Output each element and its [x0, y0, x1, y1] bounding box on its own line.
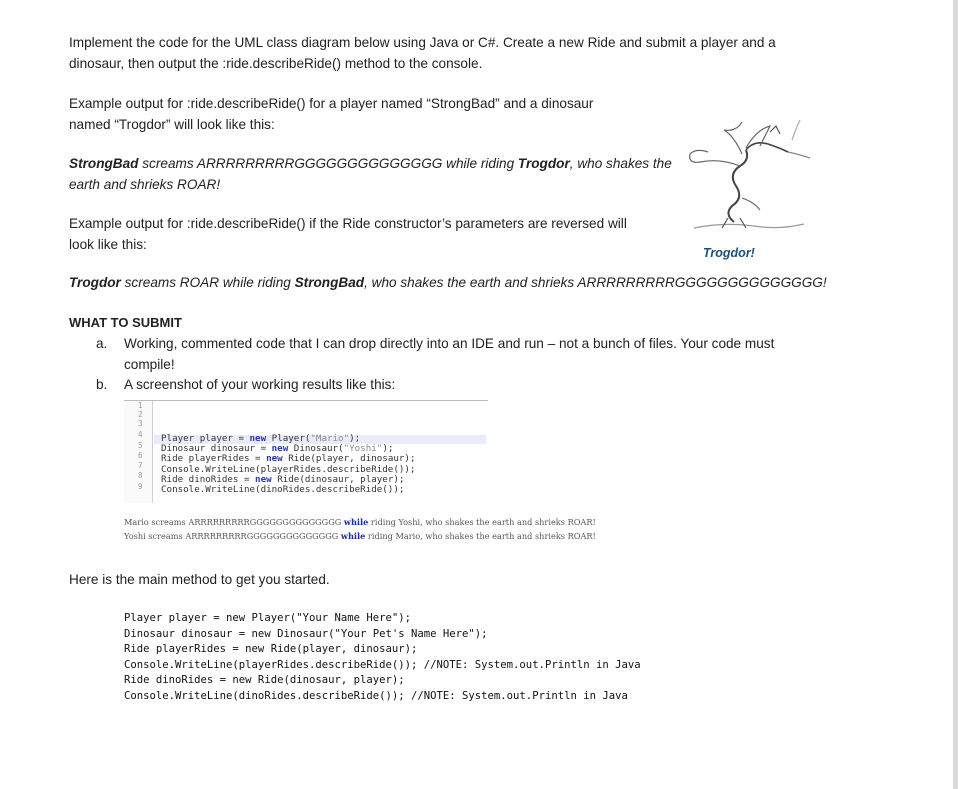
- output1-dino: Trogdor: [517, 156, 570, 171]
- main-intro: Here is the main method to get you started.: [69, 572, 330, 587]
- intro-line-2: dinosaur, then output the :ride.describeRide() method to the console.: [69, 56, 483, 71]
- line-number: 9: [138, 482, 143, 491]
- line-number: 7: [138, 461, 143, 470]
- list-item-b: A screenshot of your working results like this:: [124, 377, 396, 392]
- page-edge: [953, 0, 958, 789]
- console-output-line: Yoshi screams ARRRRRRRRRGGGGGGGGGGGGGG while riding Mario, who shakes the earth and shrieks ROAR!: [124, 531, 596, 541]
- example1-line-1: Example output for :ride.describeRide() for a player named “StrongBad” and a dinosaur: [69, 96, 594, 111]
- code-line: Ride playerRides = new Ride(player, dinosaur);: [161, 453, 416, 465]
- output1-line-2: earth and shrieks ROAR!: [69, 177, 221, 192]
- image-caption: Trogdor!: [703, 246, 755, 260]
- example2-line-1: Example output for :ride.describeRide() if the Ride constructor’s parameters are reversed will: [69, 216, 627, 231]
- line-number-gutter: [124, 401, 153, 503]
- line-number: 2: [138, 410, 143, 419]
- line-number: 3: [138, 419, 143, 428]
- main-code-line: Player player = new Player("Your Name Here");: [124, 612, 412, 624]
- code-line: Dinosaur dinosaur = new Dinosaur("Yoshi");: [161, 443, 394, 455]
- main-code-line: Ride dinoRides = new Ride(dinosaur, player);: [124, 674, 405, 686]
- main-code-line: Ride playerRides = new Ride(player, dinosaur);: [124, 643, 418, 655]
- output1-player: StrongBad: [69, 156, 139, 171]
- list-item-a-line-1: Working, commented code that I can drop directly into an IDE and run – not a bunch of files. Your code must: [124, 336, 775, 351]
- output1-line-1: [69, 153, 672, 174]
- output2-line: [69, 272, 827, 293]
- line-number: 5: [138, 441, 143, 450]
- output2-player: StrongBad: [294, 275, 365, 290]
- intro-line-1: Implement the code for the UML class diagram below using Java or C#. Create a new Ride and submit a player and a: [69, 35, 776, 50]
- screenshot-code: [161, 434, 415, 495]
- main-code-line: Console.WriteLine(playerRides.describeRide()); //NOTE: System.out.Println in Java: [124, 658, 641, 671]
- output2-dino: Trogdor: [69, 275, 121, 290]
- code-line: Console.WriteLine(dinoRides.describeRide());: [161, 484, 405, 496]
- output2-mid2: , who shakes the earth and shrieks ARRRRRRRRRGGGGGGGGGGGGGG!: [364, 275, 827, 290]
- main-code-line: Dinosaur dinosaur = new Dinosaur("Your Pet's Name Here");: [124, 627, 488, 640]
- list-item-a-line-2: compile!: [124, 357, 175, 372]
- output1-mid1: screams ARRRRRRRRRGGGGGGGGGGGGGG while riding: [138, 156, 518, 171]
- code-line: Player player = new Player("Mario");: [161, 433, 361, 444]
- screenshot-divider: [124, 400, 488, 401]
- line-number: 8: [138, 471, 143, 480]
- list-marker-b: b.: [96, 377, 108, 392]
- console-output-line: Mario screams ARRRRRRRRRGGGGGGGGGGGGGG while riding Yoshi, who shakes the earth and shrieks ROAR!: [124, 517, 596, 527]
- results-screenshot: [124, 397, 596, 547]
- main-code-line: Console.WriteLine(dinoRides.describeRide()); //NOTE: System.out.Println in Java: [124, 689, 628, 702]
- dragon-illustration-icon: [684, 118, 812, 238]
- code-line: Console.WriteLine(playerRides.describeRide());: [161, 463, 416, 475]
- list-marker-a: a.: [96, 336, 108, 351]
- line-number: 6: [138, 451, 143, 460]
- main-code-block: [124, 611, 641, 704]
- output2-mid1: screams ROAR while riding: [120, 275, 295, 290]
- example1-line-2: named “Trogdor” will look like this:: [69, 117, 275, 132]
- line-number: 1: [138, 401, 143, 410]
- line-number: 4: [138, 430, 143, 439]
- example2-line-2: look like this:: [69, 237, 147, 252]
- submit-heading: WHAT TO SUBMIT: [69, 315, 182, 330]
- output1-mid2: , who shakes the: [569, 156, 672, 171]
- code-line: Ride dinoRides = new Ride(dinosaur, player);: [161, 473, 405, 485]
